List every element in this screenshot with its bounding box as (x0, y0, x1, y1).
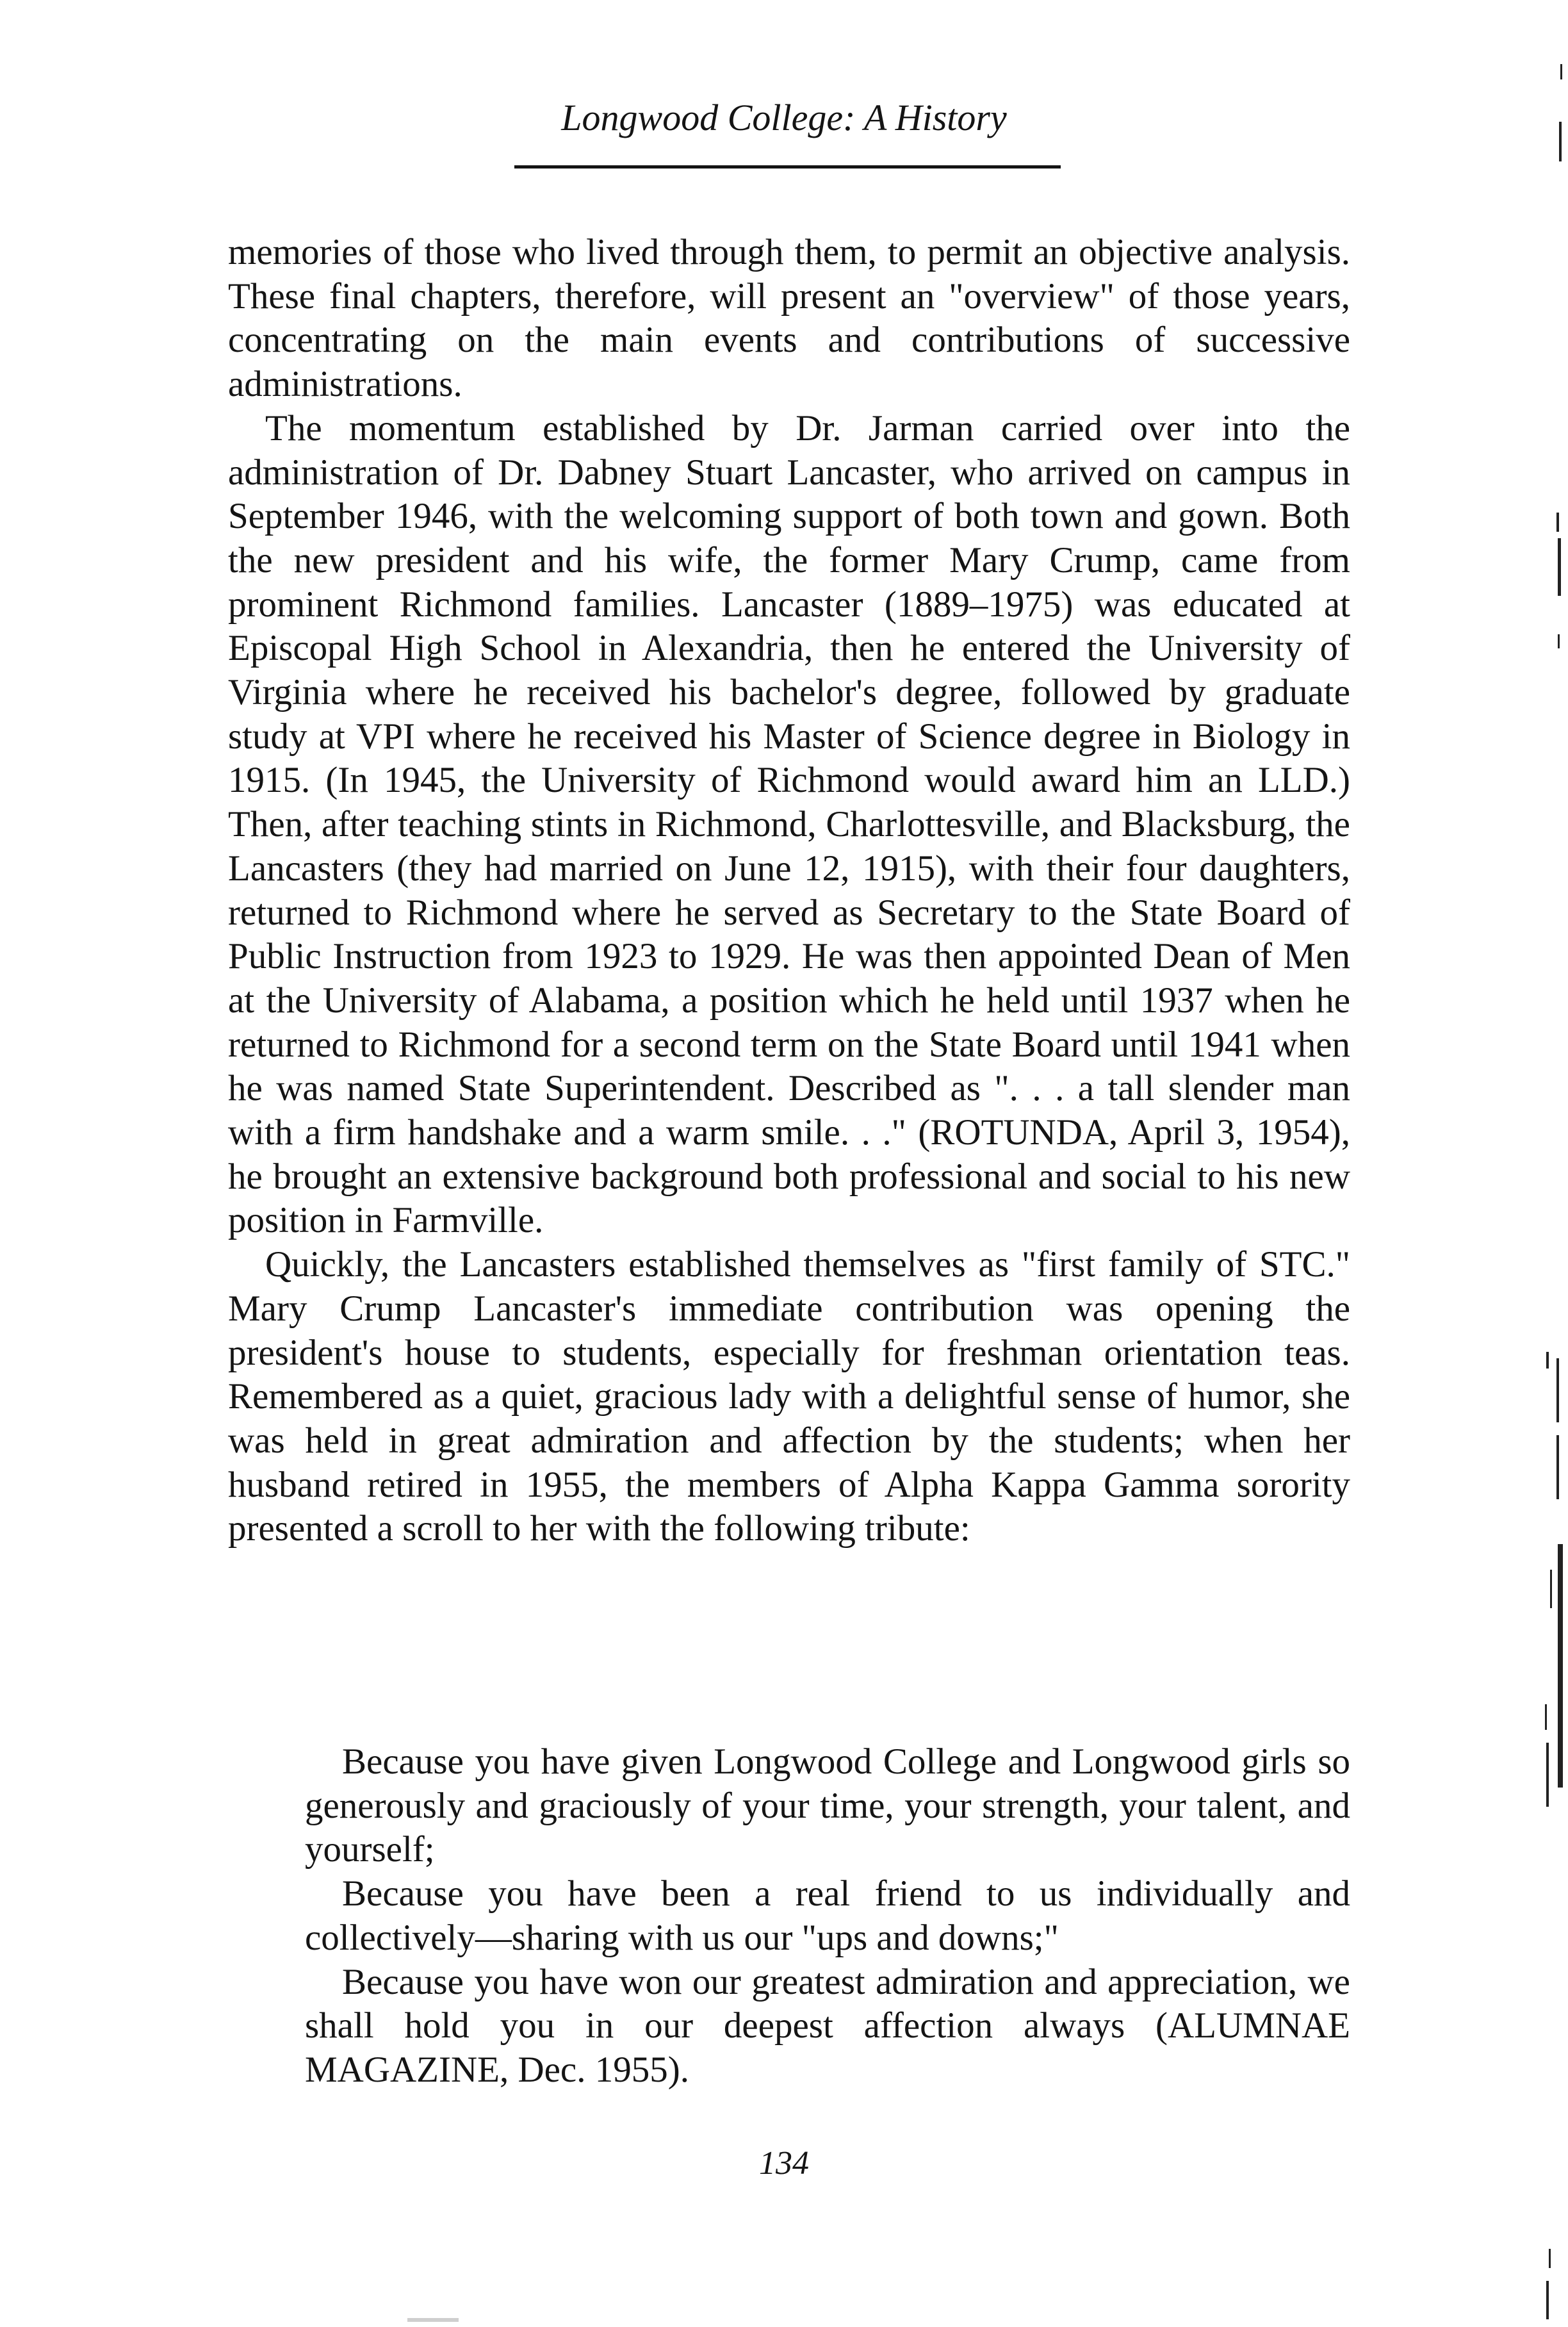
scan-edge-mark (1546, 1352, 1549, 1369)
quote-paragraph: Because you have been a real friend to us individually and collectively—sharing with us our "ups and downs;" (305, 1873, 1350, 1958)
quote-paragraph: Because you have won our greatest admiration and appreciation, we shall hold you in our deepest affection always (ALUMNAE MAGAZINE, Dec. 1955). (305, 1961, 1350, 2090)
page-number: 134 (759, 2145, 809, 2182)
paragraph-lancaster: The momentum established by Dr. Jarman carried over into the administration of Dr. Dabney Stuart Lancaster, who arrived on campus in September 1946, with the welcoming support of both town and gown. Both the new president and his wife, the former Mary Crump, came from prominent Richmond families. Lancaster (1889–1975) was educated at Episcopal High School in Alexandria, then he entered the University of Virginia where he received his bachelor's degree, followed by graduate study at VPI where he received his Master of Science degree in Biology in 1915. (In 1945, the University of Richmond would award him an LLD.) Then, after teaching stints in Richmond, Charlottesville, and Blacksburg, the Lancasters (they had married on June 12, 1915), with their four daughters, returned to Richmond where he served as Secretary to the State Board of Public Instruction from 1923 to 1929. He was then appointed Dean of Men at the University of Alabama, a position which he held until 1937 when he returned to Richmond for a second term on the State Board until 1941 when he was named State Superintendent. Described as ". . . a tall slender man with a firm handshake and a warm smile. . ." (ROTUNDA, April 3, 1954), he brought an extensive background both professional and social to his new position in Farmville. (228, 407, 1350, 1241)
scan-edge-mark (1556, 1435, 1559, 1499)
scan-edge-mark (1559, 122, 1562, 161)
scan-edge-mark (1556, 1358, 1559, 1422)
scan-edge-mark (1560, 64, 1562, 79)
scan-edge-mark (1558, 538, 1561, 596)
scan-edge-mark (1556, 513, 1559, 532)
quote-paragraph: Because you have given Longwood College and Longwood girls so generously and graciously of your time, your strength, your talent, and yourself; (305, 1741, 1350, 1870)
header-rule (514, 165, 1061, 169)
scan-edge-mark (1546, 1743, 1549, 1807)
scan-edge-mark (1550, 1570, 1552, 1608)
scan-smudge (407, 2318, 459, 2322)
paragraph-first-family: Quickly, the Lancasters established themselves as "first family of STC." Mary Crump Lancaster's immediate contribution was opening the president's house to students, especially for freshman orientation teas. Remembered as a quiet, gracious lady with a delightful sense of humor, she was held in great admiration and affection by the students; when her husband retired in 1955, the members of Alpha Kappa Gamma sorority presented a scroll to her with the following tribute: (228, 1244, 1350, 1549)
scan-edge-mark (1558, 634, 1560, 648)
paragraph-continued: memories of those who lived through them, to permit an objective analysis. These final chapters, therefore, will present an "overview" of those years, concentrating on the main events and contributions of successive administrations. (228, 232, 1350, 405)
scan-edge-mark (1549, 2249, 1551, 2268)
block-quote (305, 1740, 1350, 2093)
main-text (228, 231, 1350, 1551)
running-head: Longwood College: A History (561, 97, 1007, 138)
scan-edge-mark (1545, 1704, 1547, 1730)
scan-edge-mark (1558, 1544, 1563, 1788)
scan-edge-mark (1546, 2281, 1549, 2319)
